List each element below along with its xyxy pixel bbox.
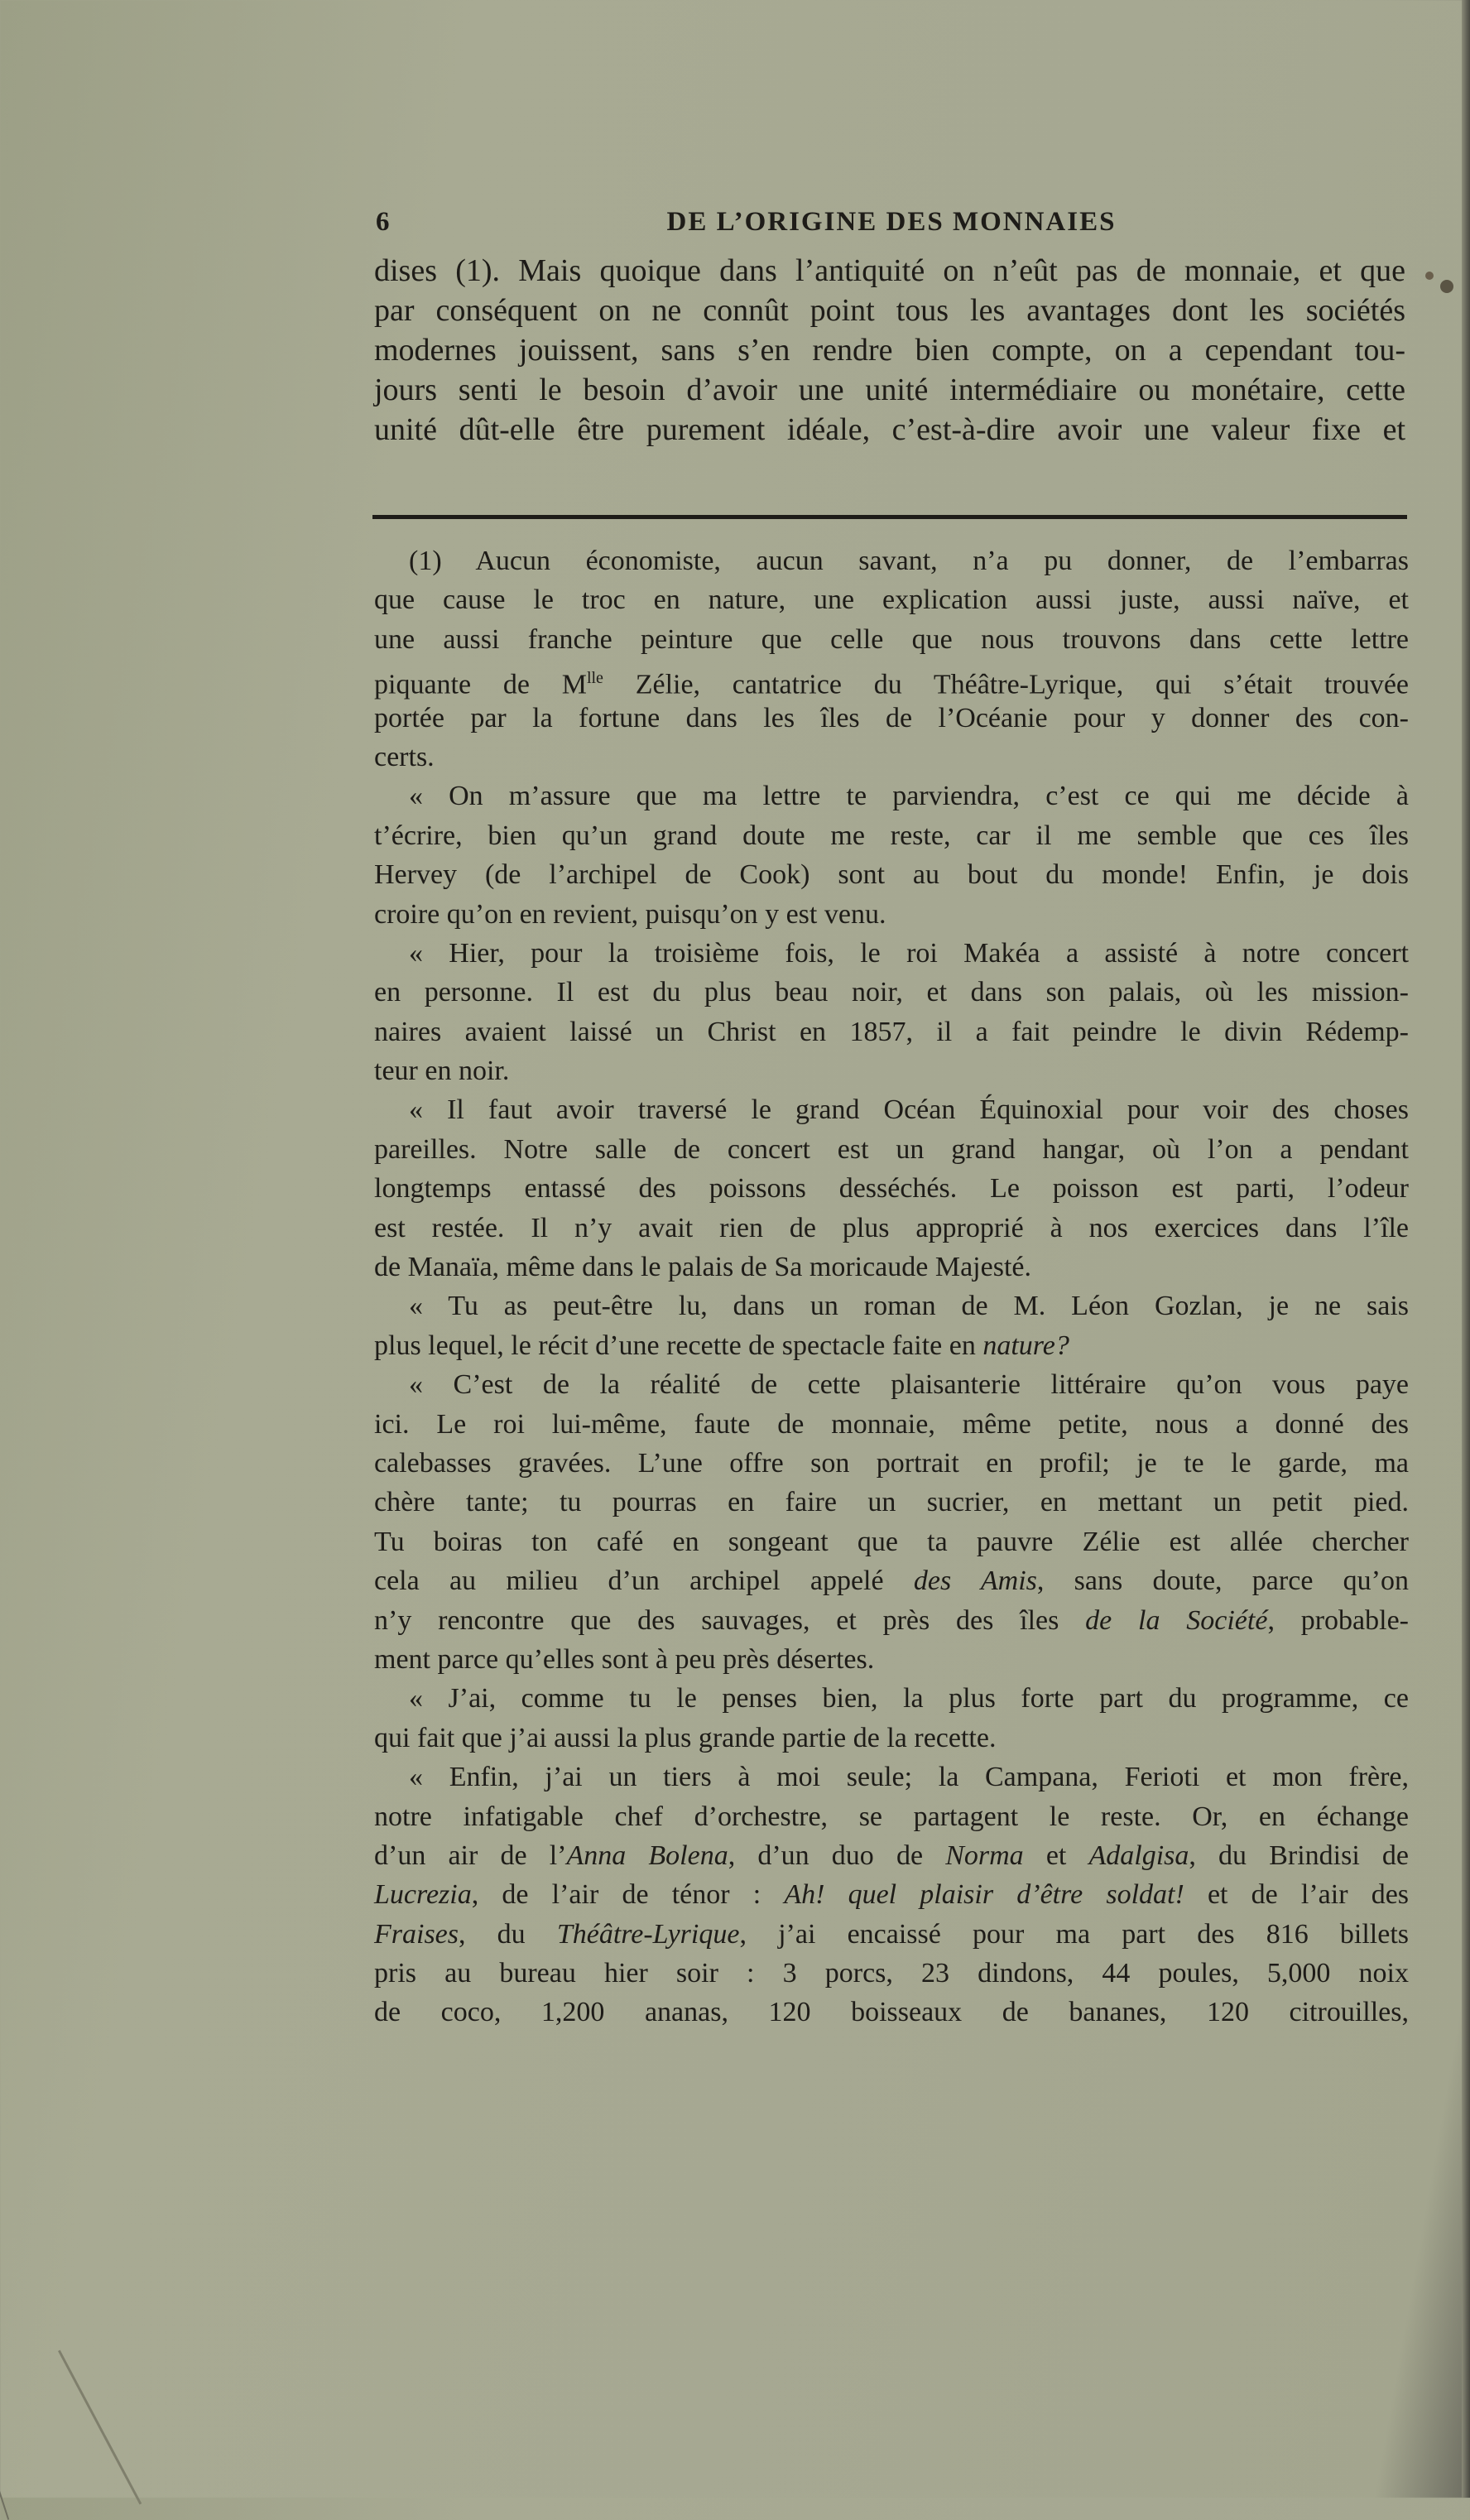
footnote-line: certs.	[374, 741, 435, 772]
running-header	[374, 207, 1409, 240]
text-run: n’y rencontre que des sauvages, et près des îles	[374, 1604, 1086, 1636]
footnote	[374, 541, 1409, 2032]
text-run: et de l’air des	[1184, 1879, 1410, 1911]
footnote-line	[374, 659, 1409, 698]
footnote-line: « Il faut avoir traversé le grand Océan Équinoxial pour voir des choses	[409, 1094, 1409, 1126]
footnote-line	[374, 1561, 1409, 1600]
ink-spot	[1440, 280, 1453, 293]
footnote-line: que cause le troc en nature, une explication aussi juste, aussi naïve, et	[374, 584, 1409, 616]
footnote-line: Hervey (de l’archipel de Cook) sont au bout du monde! Enfin, je dois	[374, 859, 1409, 891]
running-title: DE L’ORIGINE DES MONNAIES	[666, 207, 1117, 237]
text-run: , d’un duo de	[728, 1840, 946, 1871]
text-line: modernes jouissent, sans s’en rendre bien compte, on a cependant tou-	[374, 333, 1405, 368]
footnote-line: notre infatigable chef d’orchestre, se partagent le reste. Or, en échange	[374, 1801, 1409, 1832]
text-run: , du	[459, 1918, 557, 1950]
text-run: Zélie, cantatrice du Théâtre-Lyrique, qui s’était trouvée	[603, 669, 1409, 700]
footnote-line: teur en noir.	[374, 1056, 510, 1087]
text-run: , probable-	[1267, 1604, 1409, 1636]
text-line: dises (1). Mais quoique dans l’antiquité on n’eût pas de monnaie, et que	[374, 253, 1405, 288]
footnote-line: de coco, 1,200 ananas, 120 boisseaux de bananes, 120 citrouilles,	[374, 1997, 1409, 2028]
footnote-line: « Tu as peut-être lu, dans un roman de M. Léon Gozlan, je ne sais	[409, 1291, 1409, 1322]
main-text	[374, 251, 1405, 450]
footnote-line: chère tante; tu pourras en faire un sucrier, en mettant un petit pied.	[374, 1487, 1409, 1518]
footnote-line: Tu boiras ton café en songeant que ta pauvre Zélie est allée chercher	[374, 1526, 1409, 1557]
footnote-line	[374, 1836, 1409, 1875]
text-run: plus lequel, le récit d’une recette de spectacle faite en	[374, 1330, 983, 1361]
italic-run: Norma	[945, 1840, 1024, 1871]
footnote-line: naires avaient laissé un Christ en 1857, il a fait peindre le divin Rédemp-	[374, 1016, 1409, 1047]
footnote-line: (1) Aucun économiste, aucun savant, n’a pu donner, de l’embarras	[409, 546, 1409, 576]
italic-run: Lucrezia	[374, 1879, 472, 1911]
footnote-line: pareilles. Notre salle de concert est un grand hangar, où l’on a pendant	[374, 1133, 1409, 1165]
page-number: 6	[376, 207, 391, 237]
text-run: cela au milieu d’un archipel appelé	[374, 1565, 914, 1597]
footnote-line	[374, 1915, 1409, 1954]
italic-run: Anna Bolena	[566, 1840, 728, 1871]
text-run: et	[1023, 1840, 1089, 1871]
text-line: jours senti le besoin d’avoir une unité intermédiaire ou monétaire, cette	[374, 373, 1405, 407]
footnote-line: en personne. Il est du plus beau noir, et dans son palais, où les mission-	[374, 977, 1409, 1008]
footnote-line: est restée. Il n’y avait rien de plus approprié à nos exercices dans l’île	[374, 1212, 1409, 1243]
footnote-line: « Enfin, j’ai un tiers à moi seule; la Campana, Ferioti et mon frère,	[409, 1762, 1409, 1793]
text-run: piquante de M	[374, 669, 587, 700]
text-run: , sans doute, parce qu’on	[1036, 1565, 1410, 1597]
page-edge-shadow	[1462, 0, 1470, 2498]
footnote-line: portée par la fortune dans les îles de l’Océanie pour y donner des con-	[374, 702, 1409, 733]
text-run: , j’ai encaissé pour ma part des 816 billets	[739, 1918, 1410, 1950]
italic-run: de la Société	[1085, 1604, 1268, 1636]
footnote-line: calebasses gravées. L’une offre son portrait en profil; je te le garde, ma	[374, 1447, 1409, 1479]
footnote-line: pris au bureau hier soir : 3 porcs, 23 dindons, 44 poules, 5,000 noix	[374, 1958, 1409, 1989]
footnote-line: « C’est de la réalité de cette plaisanterie littéraire qu’on vous paye	[409, 1369, 1409, 1401]
italic-run: Théâtre-Lyrique	[556, 1918, 740, 1950]
footnote-line: croire qu’on en revient, puisqu’on y est venu.	[374, 898, 886, 930]
footnote-line: de Manaïa, même dans le palais de Sa moricaude Majesté.	[374, 1252, 1031, 1283]
italic-run: des Amis	[913, 1565, 1037, 1597]
footnote-line: une aussi franche peinture que celle que nous trouvons dans cette lettre	[374, 623, 1409, 655]
text-run: d’un air de l’	[374, 1840, 567, 1871]
text-line: par conséquent on ne connût point tous les avantages dont les sociétés	[374, 293, 1405, 328]
text-run: , de l’air de ténor :	[471, 1879, 785, 1911]
paper-crease	[0, 2472, 9, 2520]
footnote-separator-rule	[372, 515, 1407, 519]
footnote-line: « J’ai, comme tu le penses bien, la plus forte part du programme, ce	[409, 1683, 1409, 1714]
text-line: unité dût-elle être purement idéale, c’est-à-dire avoir une valeur fixe et	[374, 412, 1405, 447]
footnote-line: ici. Le roi lui-même, faute de monnaie, même petite, nous a donné des	[374, 1408, 1409, 1440]
paper-crease	[58, 2350, 142, 2505]
superscript-abbrev: lle	[586, 669, 603, 688]
text-run: , du Brindisi de	[1189, 1840, 1409, 1871]
footnote-line	[374, 1875, 1409, 1914]
footnote-line: longtemps entassé des poissons desséchés. Le poisson est parti, l’odeur	[374, 1173, 1409, 1205]
italic-run: nature?	[982, 1330, 1069, 1361]
footnote-line	[374, 1601, 1409, 1640]
italic-run: Ah! quel plaisir d’être soldat!	[784, 1879, 1184, 1911]
footnote-line: « On m’assure que ma lettre te parviendra, c’est ce qui me décide à	[409, 781, 1409, 812]
footnote-line: « Hier, pour la troisième fois, le roi Makéa a assisté à notre concert	[409, 937, 1409, 969]
italic-run: Fraises	[374, 1918, 459, 1950]
ink-spot	[1425, 272, 1434, 280]
footnote-line: qui fait que j’ai aussi la plus grande partie de la recette.	[374, 1722, 997, 1753]
footnote-line	[374, 1326, 1409, 1365]
footnote-line: ment parce qu’elles sont à peu près désertes.	[374, 1643, 875, 1675]
footnote-line: t’écrire, bien qu’un grand doute me reste, car il me semble que ces îles	[374, 820, 1409, 851]
italic-run: Adalgisa	[1088, 1840, 1189, 1871]
